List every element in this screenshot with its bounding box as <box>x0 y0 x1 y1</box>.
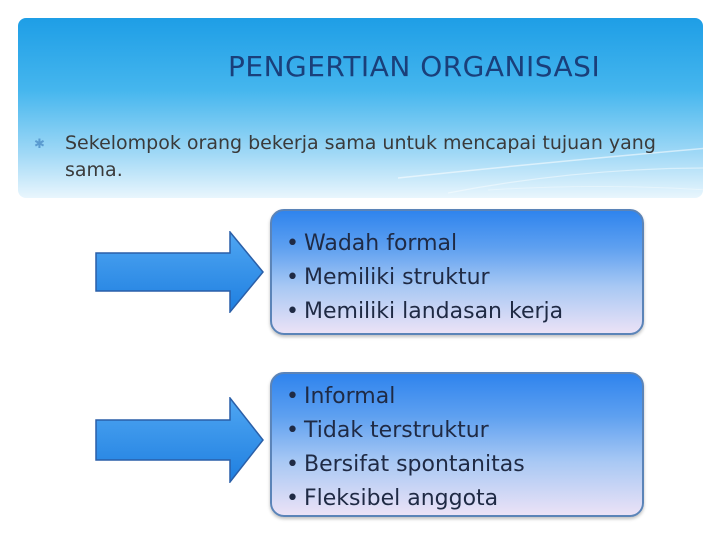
list-item: • Bersifat spontanitas <box>286 448 642 482</box>
slide-title: PENGERTIAN ORGANISASI <box>228 50 601 83</box>
formal-list <box>286 227 642 329</box>
asterisk-bullet-icon: ✱ <box>34 137 45 152</box>
informal-organization-box <box>270 372 644 517</box>
formal-organization-box <box>270 209 644 335</box>
list-item: • Wadah formal <box>286 227 642 261</box>
list-item: • Fleksibel anggota <box>286 482 642 516</box>
list-item: • Memiliki struktur <box>286 261 642 295</box>
informal-list <box>286 380 642 516</box>
list-item: • Tidak terstruktur <box>286 414 642 448</box>
right-arrow-icon <box>95 231 265 313</box>
main-bullet-text: Sekelompok orang bekerja sama untuk mencapai tujuan yang sama. <box>65 132 656 181</box>
right-arrow-icon <box>95 397 265 483</box>
list-item: • Informal <box>286 380 642 414</box>
list-item: • Memiliki landasan kerja <box>286 295 642 329</box>
